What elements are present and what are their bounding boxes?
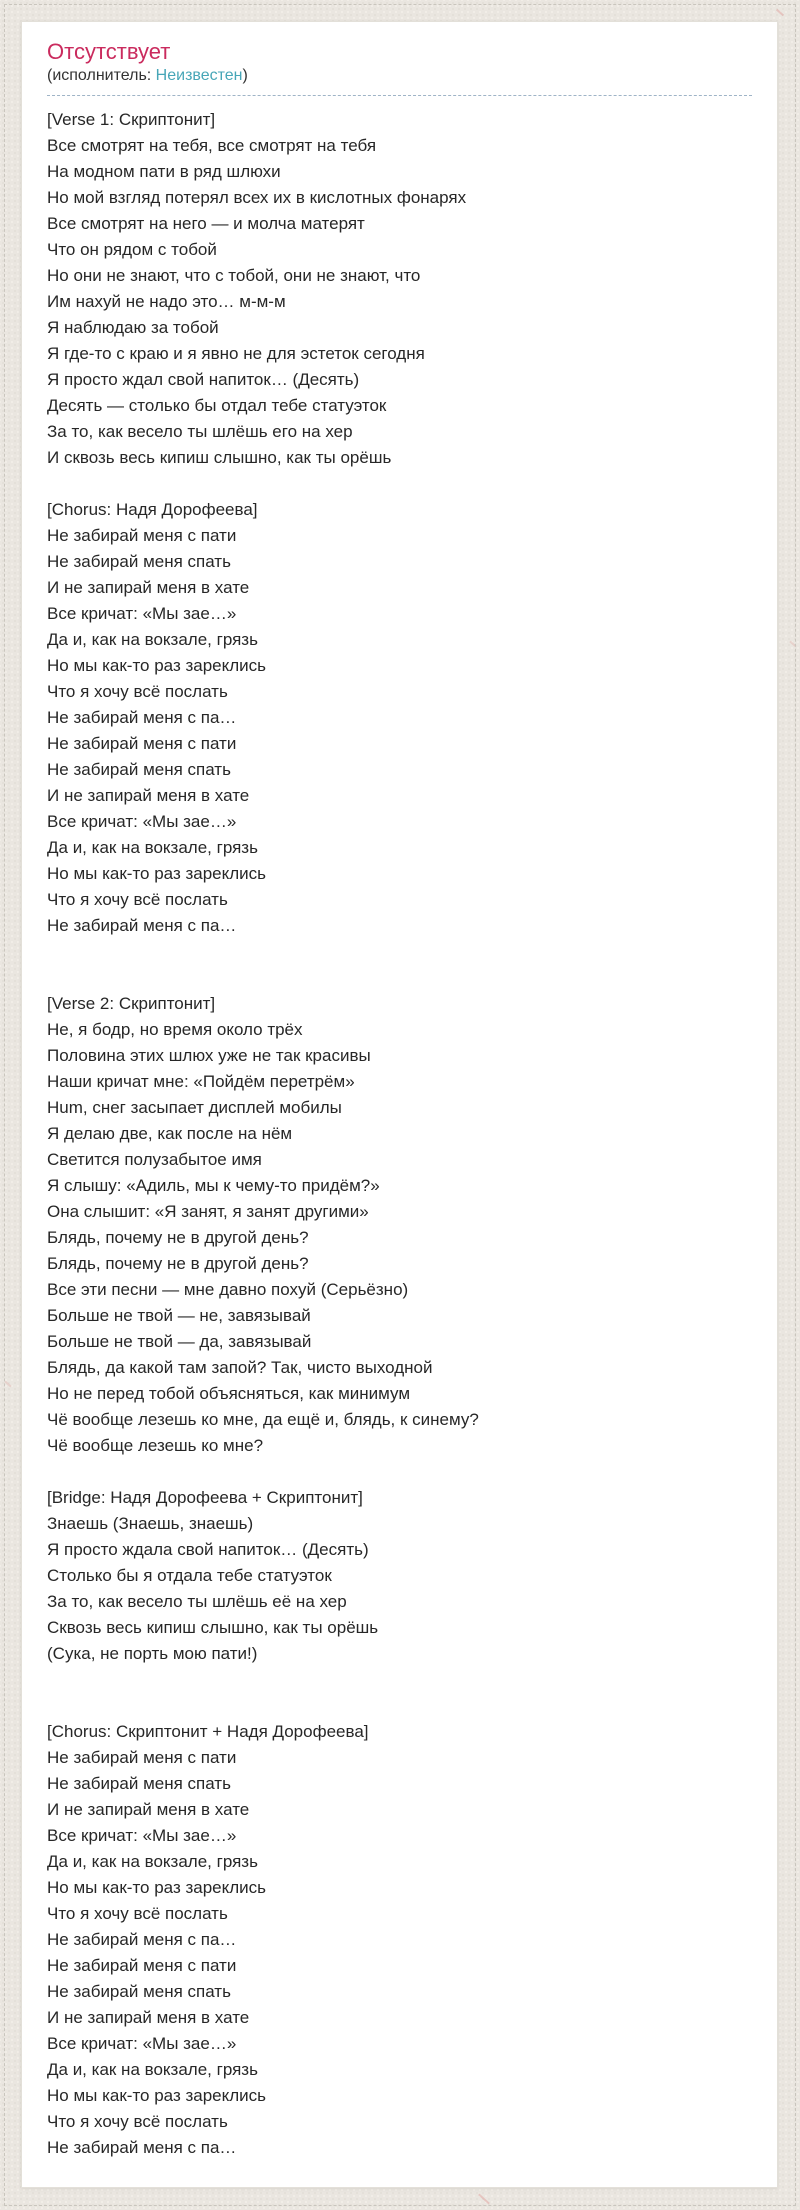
lyric-line: Все кричат: «Мы зае…» <box>47 1826 237 1845</box>
lyric-line: Что я хочу всё послать <box>47 890 228 909</box>
lyric-line: И не запирай меня в хате <box>47 1800 250 1819</box>
lyric-line: Все кричат: «Мы зае…» <box>47 2034 237 2053</box>
lyric-line: Не забирай меня спать <box>47 1982 231 2001</box>
lyric-line: За то, как весело ты шлёшь её на хер <box>47 1592 347 1611</box>
lyric-line: Чё вообще лезешь ко мне, да ещё и, блядь, к синему? <box>47 1410 479 1429</box>
lyric-line: Больше не твой — не, завязывай <box>47 1306 311 1325</box>
lyric-line: Я делаю две, как после на нём <box>47 1124 293 1143</box>
blank-line <box>47 1459 752 1485</box>
lyrics-text <box>47 107 752 2161</box>
lyric-line: Да и, как на вокзале, грязь <box>47 838 258 857</box>
lyric-line: Все эти песни — мне давно похуй (Серьёзно) <box>47 1280 409 1299</box>
song-header <box>47 39 752 96</box>
lyric-line: Что я хочу всё послать <box>47 2112 228 2131</box>
lyric-line: Не забирай меня спать <box>47 760 231 779</box>
lyric-line: Все кричат: «Мы зае…» <box>47 812 237 831</box>
lyric-line: Но мы как-то раз зареклись <box>47 1878 267 1897</box>
lyric-line: Чё вообще лезешь ко мне? <box>47 1436 264 1455</box>
lyric-line: Но мой взгляд потерял всех их в кислотных фонарях <box>47 188 467 207</box>
lyric-line: Не забирай меня с пати <box>47 1748 237 1767</box>
lyric-line: Я слышу: «Адиль, мы к чему-то придём?» <box>47 1176 380 1195</box>
lyric-line: Все кричат: «Мы зае…» <box>47 604 237 623</box>
texture-scratch-mark <box>789 641 796 648</box>
lyric-line: Не забирай меня с пати <box>47 526 237 545</box>
lyric-line: Не забирай меня с пати <box>47 1956 237 1975</box>
lyric-line: Что я хочу всё послать <box>47 682 228 701</box>
blank-line <box>47 1667 752 1693</box>
blank-line <box>47 965 752 991</box>
lyric-line: И не запирай меня в хате <box>47 578 250 597</box>
lyric-line: Блядь, да какой там запой? Так, чисто выходной <box>47 1358 433 1377</box>
lyric-line: И не запирай меня в хате <box>47 786 250 805</box>
lyric-line: Наши кричат мне: «Пойдём перетрём» <box>47 1072 355 1091</box>
lyric-line: [Verse 1: Скриптонит] <box>47 110 216 129</box>
lyric-line: Сквозь весь кипиш слышно, как ты орёшь <box>47 1618 379 1637</box>
lyric-line: Половина этих шлюх уже не так красивы <box>47 1046 371 1065</box>
lyric-line: Я просто ждал свой напиток… (Десять) <box>47 370 360 389</box>
lyric-line: Я где-то с краю и я явно не для эстеток сегодня <box>47 344 425 363</box>
lyric-line: Что он рядом с тобой <box>47 240 217 259</box>
texture-scratch-mark <box>776 9 784 17</box>
texture-scratch-mark <box>4 1381 11 1388</box>
lyric-line: За то, как весело ты шлёшь его на хер <box>47 422 353 441</box>
lyric-line: Больше не твой — да, завязывай <box>47 1332 312 1351</box>
lyric-line: (Сука, не порть мою пати!) <box>47 1644 258 1663</box>
lyric-line: Все смотрят на тебя, все смотрят на тебя <box>47 136 377 155</box>
lyric-line: Что я хочу всё послать <box>47 1904 228 1923</box>
lyric-line: Не забирай меня с па… <box>47 2138 237 2157</box>
lyric-line: Знаешь (Знаешь, знаешь) <box>47 1514 254 1533</box>
lyric-line: Да и, как на вокзале, грязь <box>47 2060 258 2079</box>
lyric-line: Она слышит: «Я занят, я занят другими» <box>47 1202 369 1221</box>
lyric-line: Десять — столько бы отдал тебе статуэток <box>47 396 387 415</box>
lyric-line: На модном пати в ряд шлюхи <box>47 162 281 181</box>
blank-line <box>47 939 752 965</box>
lyric-line: Не, я бодр, но время около трёх <box>47 1020 303 1039</box>
lyric-line: Столько бы я отдала тебе статуэток <box>47 1566 332 1585</box>
lyric-line: Блядь, почему не в другой день? <box>47 1254 309 1273</box>
lyric-line: Я наблюдаю за тобой <box>47 318 219 337</box>
lyric-line: Hum, снег засыпает дисплей мобилы <box>47 1098 342 1117</box>
lyric-line: Не забирай меня с па… <box>47 916 237 935</box>
lyric-line: [Chorus: Скриптонит + Надя Дорофеева] <box>47 1722 369 1741</box>
artist-link[interactable]: Неизвестен <box>155 67 243 84</box>
lyric-line: [Chorus: Надя Дорофеева] <box>47 500 258 519</box>
lyric-line: Не забирай меня с пати <box>47 734 237 753</box>
texture-scratch-mark <box>478 2194 490 2205</box>
lyric-line: Не забирай меня спать <box>47 1774 231 1793</box>
lyric-line: Но мы как-то раз зареклись <box>47 656 267 675</box>
lyric-line: Но не перед тобой объясняться, как минимум <box>47 1384 411 1403</box>
lyric-line: Я просто ждала свой напиток… (Десять) <box>47 1540 369 1559</box>
lyric-line: Но они не знают, что с тобой, они не знают, что <box>47 266 421 285</box>
lyric-line: [Bridge: Надя Дорофеева + Скриптонит] <box>47 1488 363 1507</box>
lyric-line: Да и, как на вокзале, грязь <box>47 1852 258 1871</box>
lyric-line: Все смотрят на него — и молча матерят <box>47 214 365 233</box>
lyric-line: И сквозь весь кипиш слышно, как ты орёшь <box>47 448 392 467</box>
lyric-line: Не забирай меня спать <box>47 552 231 571</box>
lyric-line: Не забирай меня с па… <box>47 1930 237 1949</box>
lyric-line: Но мы как-то раз зареклись <box>47 2086 267 2105</box>
lyric-line: Да и, как на вокзале, грязь <box>47 630 258 649</box>
lyric-line: Им нахуй не надо это… м-м-м <box>47 292 286 311</box>
artist-line <box>47 66 752 86</box>
content-card <box>21 21 778 2188</box>
lyric-line: Блядь, почему не в другой день? <box>47 1228 309 1247</box>
lyric-line: И не запирай меня в хате <box>47 2008 250 2027</box>
lyric-line: Но мы как-то раз зареклись <box>47 864 267 883</box>
artist-label-suffix: ) <box>242 67 248 84</box>
song-title: Отсутствует <box>47 39 171 64</box>
blank-line <box>47 1693 752 1719</box>
blank-line <box>47 471 752 497</box>
lyric-line: Светится полузабытое имя <box>47 1150 262 1169</box>
artist-label: (исполнитель: <box>47 67 156 84</box>
lyric-line: [Verse 2: Скриптонит] <box>47 994 216 1013</box>
lyric-line: Не забирай меня с па… <box>47 708 237 727</box>
